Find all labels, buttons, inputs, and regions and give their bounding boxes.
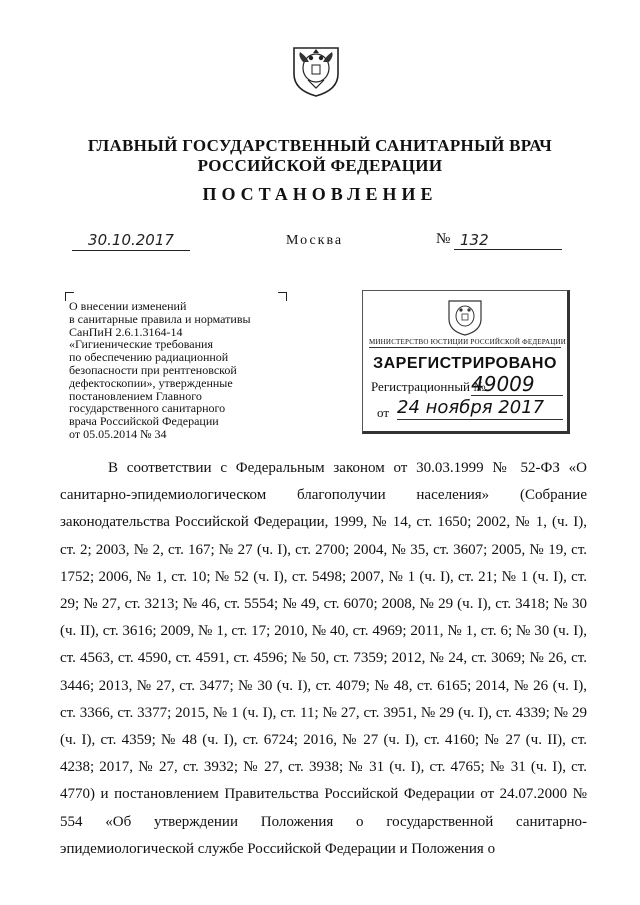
stamp-emblem-icon bbox=[445, 297, 485, 337]
subject-line: безопасности при рентгеновской bbox=[69, 362, 237, 377]
subject-line: государственного санитарного bbox=[69, 401, 226, 416]
document-date: 30.10.2017 bbox=[72, 232, 190, 251]
document-number: 132 bbox=[454, 232, 562, 250]
document-city: Москва bbox=[286, 233, 344, 248]
stamp-reg-date: 24 ноября 2017 bbox=[397, 397, 563, 420]
coat-of-arms-emblem bbox=[290, 42, 342, 98]
stamp-reg-label: Регистрационный № bbox=[371, 379, 486, 394]
stamp-registered: ЗАРЕГИСТРИРОВАНО bbox=[373, 355, 557, 372]
document-body bbox=[60, 455, 587, 863]
subject-line: О внесении изменений bbox=[69, 299, 187, 313]
number-label: № bbox=[436, 231, 451, 247]
stamp-reg-number: 49009 bbox=[471, 373, 563, 396]
stamp-divider bbox=[369, 347, 561, 348]
subject-line: от 05.05.2014 № 34 bbox=[69, 426, 167, 441]
registration-stamp bbox=[362, 290, 570, 434]
subject-line: «Гигиенические требования bbox=[69, 337, 213, 352]
subject-line: СанПиН 2.6.1.3164-14 bbox=[69, 324, 183, 339]
document-subject bbox=[69, 300, 251, 441]
subject-line: в санитарные правила и нормативы bbox=[69, 311, 251, 326]
subject-corner-right bbox=[278, 292, 287, 301]
issuer-title-line2: РОССИЙСКОЙ ФЕДЕРАЦИИ bbox=[197, 156, 443, 175]
subject-line: врача Российской Федерации bbox=[69, 414, 219, 429]
issuer-title: ГЛАВНЫЙ ГОСУДАРСТВЕННЫЙ САНИТАРНЫЙ ВРАЧ bbox=[87, 136, 553, 155]
subject-line: по обеспечению радиационной bbox=[69, 350, 229, 365]
body-paragraph: В соответствии с Федеральным законом от 30.03.1999 № 52-ФЗ «О санитарно-эпидемиологическом благополучии населения» (Собрание законодательства Российской Федерации, 1999, № 14, ст. 1650; 2002, № 1, (ч. I), ст. 2; 2003, № 2, ст. 167; № 27 (ч. I), ст. 2700; 2004, № 35, ст. 3607; 2005, № 19, ст. 1752; 2006, № 1, ст. 10; № 52 (ч. I), ст. 5498; 2007, № 1 (ч. I), ст. 21; № 1 (ч. I), ст. 29; № 27, ст. 3213; № 46, ст. 5554; № 49, ст. 6070; 2008, № 29 (ч. I), ст. 3418; № 30 (ч. II), ст. 3616; 2009, № 1, ст. 17; 2010, № 40, ст. 4969; 2011, № 1, ст. 6; № 30 (ч. I), ст. 4563, ст. 4590, ст. 4591, ст. 4596; № 50, ст. 7359; 2012, № 24, ст. 3069; № 26, ст. 3446; 2013, № 27, ст. 3477; № 30 (ч. I), ст. 4079; № 48, ст. 6165; 2014, № 26 (ч. I), ст. 3366, ст. 3377; 2015, № 1 (ч. I), ст. 11; № 27, ст. 3951, № 29 (ч. I), ст. 4339; № 29 (ч. I), ст. 4359; № 48 (ч. I), ст. 6724; 2016, № 27 (ч. I), ст. 4160; № 27 (ч. II), ст. 4238; 2017, № 27, ст. 3932; № 27, ст. 3938; № 31 (ч. I), ст. 4765; № 31 (ч. I), ст. 4770) и постановлением Правительства Российской Федерации от 24.07.2000 № 554 «Об утверждении Положения о государственной санитарно-эпидемиологической службе Российской Федерации и Положения о bbox=[60, 460, 587, 857]
stamp-ministry: МИНИСТЕРСТВО ЮСТИЦИИ РОССИЙСКОЙ ФЕДЕРАЦИИ bbox=[369, 338, 566, 346]
stamp-from-label: от bbox=[377, 405, 390, 420]
document-type: ПОСТАНОВЛЕНИЕ bbox=[202, 184, 438, 204]
subject-line: постановлением Главного bbox=[69, 388, 202, 403]
subject-line: дефектоскопии», утвержденные bbox=[69, 375, 233, 390]
